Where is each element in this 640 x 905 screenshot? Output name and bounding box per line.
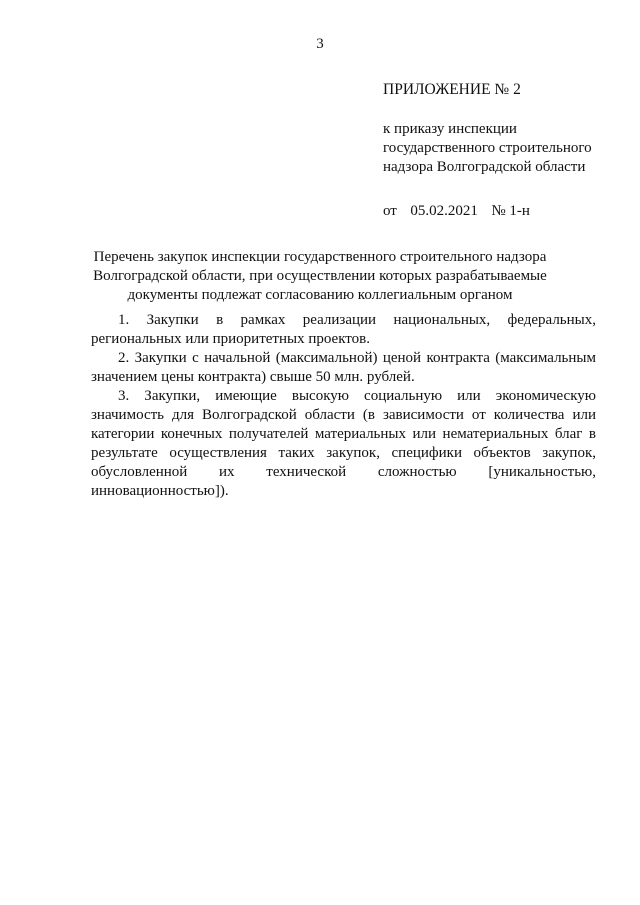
appendix-title: ПРИЛОЖЕНИЕ № 2 bbox=[383, 81, 521, 98]
date-prefix: от bbox=[383, 203, 397, 219]
appendix-order-line: к приказу инспекции bbox=[383, 121, 517, 137]
appendix-order-line: надзора Волгоградской области bbox=[383, 159, 586, 175]
appendix-block bbox=[383, 80, 623, 221]
order-number: № 1-н bbox=[491, 203, 530, 219]
document-heading bbox=[60, 248, 580, 305]
heading-line: Перечень закупок инспекции государственного строительного надзора bbox=[93, 249, 547, 265]
appendix-order-reference bbox=[383, 120, 623, 177]
appendix-order-line: государственного строительного bbox=[383, 140, 592, 156]
list-item: 1. Закупки в рамках реализации национальных, федеральных, региональных или приоритетных проектов. bbox=[91, 312, 596, 347]
list-item: 3. Закупки, имеющие высокую социальную или экономическую значимость для Волгоградской области (в зависимости от количества или категории конечных получателей материальных или нематериальных благ в результате осуществления таких закупок, специфики объектов закупок, обусловленной их технической сложностью [уникальностью, инновационностью]). bbox=[91, 388, 596, 499]
heading-line: документы подлежат согласованию коллегиальным органом bbox=[127, 287, 513, 303]
list-item: 2. Закупки с начальной (максимальной) ценой контракта (максимальным значением цены контракта) свыше 50 млн. рублей. bbox=[91, 350, 596, 385]
appendix-date-line bbox=[383, 202, 623, 221]
page-number: 3 bbox=[316, 36, 324, 52]
procurement-list bbox=[91, 311, 596, 501]
order-date: 05.02.2021 bbox=[410, 203, 478, 219]
heading-line: Волгоградской области, при осуществлении которых разрабатываемые bbox=[93, 268, 547, 284]
